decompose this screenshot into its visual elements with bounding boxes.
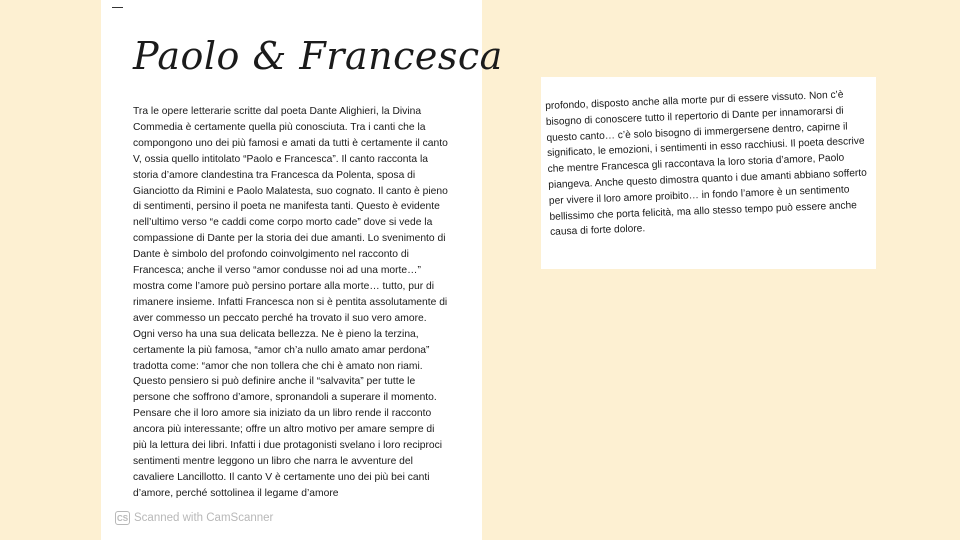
scan-mark xyxy=(112,7,123,8)
essay-title: Paolo & Francesca xyxy=(133,34,503,78)
essay-paragraph-left: Tra le opere letterarie scritte dal poeta Dante Alighieri, la Divina Commedia è certamente quella più conosciuta. Tra i canti che la compongono uno dei più famosi e amati da tutti è certamente il canto V, ossia quello intitolato “Paolo e Francesca”. Il canto racconta la storia d’amore clandestina tra Francesca da Polenta, sposa di Gianciotto da Rimini e Paolo Malatesta, suo cognato. Il canto è pieno di sentimenti, persino il poeta ne manifesta tanti. Questo è evidente nell’ultimo verso “e caddi come corpo morto cade” dove si vede la compassione di Dante per la storia dei due amanti. Lo svenimento di Dante è simbolo del profondo coinvolgimento nel racconto di Francesca; anche il verso “amor condusse noi ad una morte…” mostra come l’amore può persino portare alla morte… tutto, pur di rimanere insieme. Infatti Francesca non si è pentita assolutamente di aver commesso un peccato perché ha trovato il suo vero amore. Ogni verso ha una sua delicata bellezza. Ne è pieno la terzina, certamente la più famosa, “amor ch’a nullo amato amar perdona” tradotta come: “amor che non tollera che chi è amato non riami. Questo pensiero si può definire anche il “salvavita” per tutte le persone che soffrono d’amore, spronandoli a superare il momento. Pensare che il loro amore sia iniziato da un libro rende il racconto ancora più interessante; offre un altro motivo per amare sempre di più la lettura dei libri. Infatti i due protagonisti svelano i loro reciproci sentimenti mentre leggono un libro che narra le avventure del cavaliere Lancillotto. Il canto V è certamente uno dei più bei canti d’amore, perché sottolinea il legame d’amore xyxy=(133,106,448,499)
watermark-text: Scanned with CamScanner xyxy=(134,512,274,524)
essay-body-left xyxy=(133,104,451,502)
camscanner-watermark xyxy=(115,511,273,525)
essay-paragraph-right: profondo, disposto anche alla morte pur di essere vissuto. Non c’è bisogno di conoscere tutto il repertorio di Dante per innamorarsi di questo canto… c’è solo bisogno di immergersene dentro, capirne il significato, le emozioni, i sentimenti in esso racchiusi. Il poeta descrive che mentre Francesca gli raccontava la loro storia d’amore, Paolo piangeva. Anche questo dimostra quanto i due amanti abbiano sofferto per vivere il loro amore proibito… in fondo l’amore è un sentimento bellissimo che porta felicità, ma allo stesso tempo può essere anche causa di forte dolore. xyxy=(545,89,867,239)
scanned-page-left xyxy=(101,0,503,540)
scanned-page-right xyxy=(541,77,876,269)
camscanner-logo-icon: CS xyxy=(115,511,130,525)
essay-body-right xyxy=(545,86,876,241)
